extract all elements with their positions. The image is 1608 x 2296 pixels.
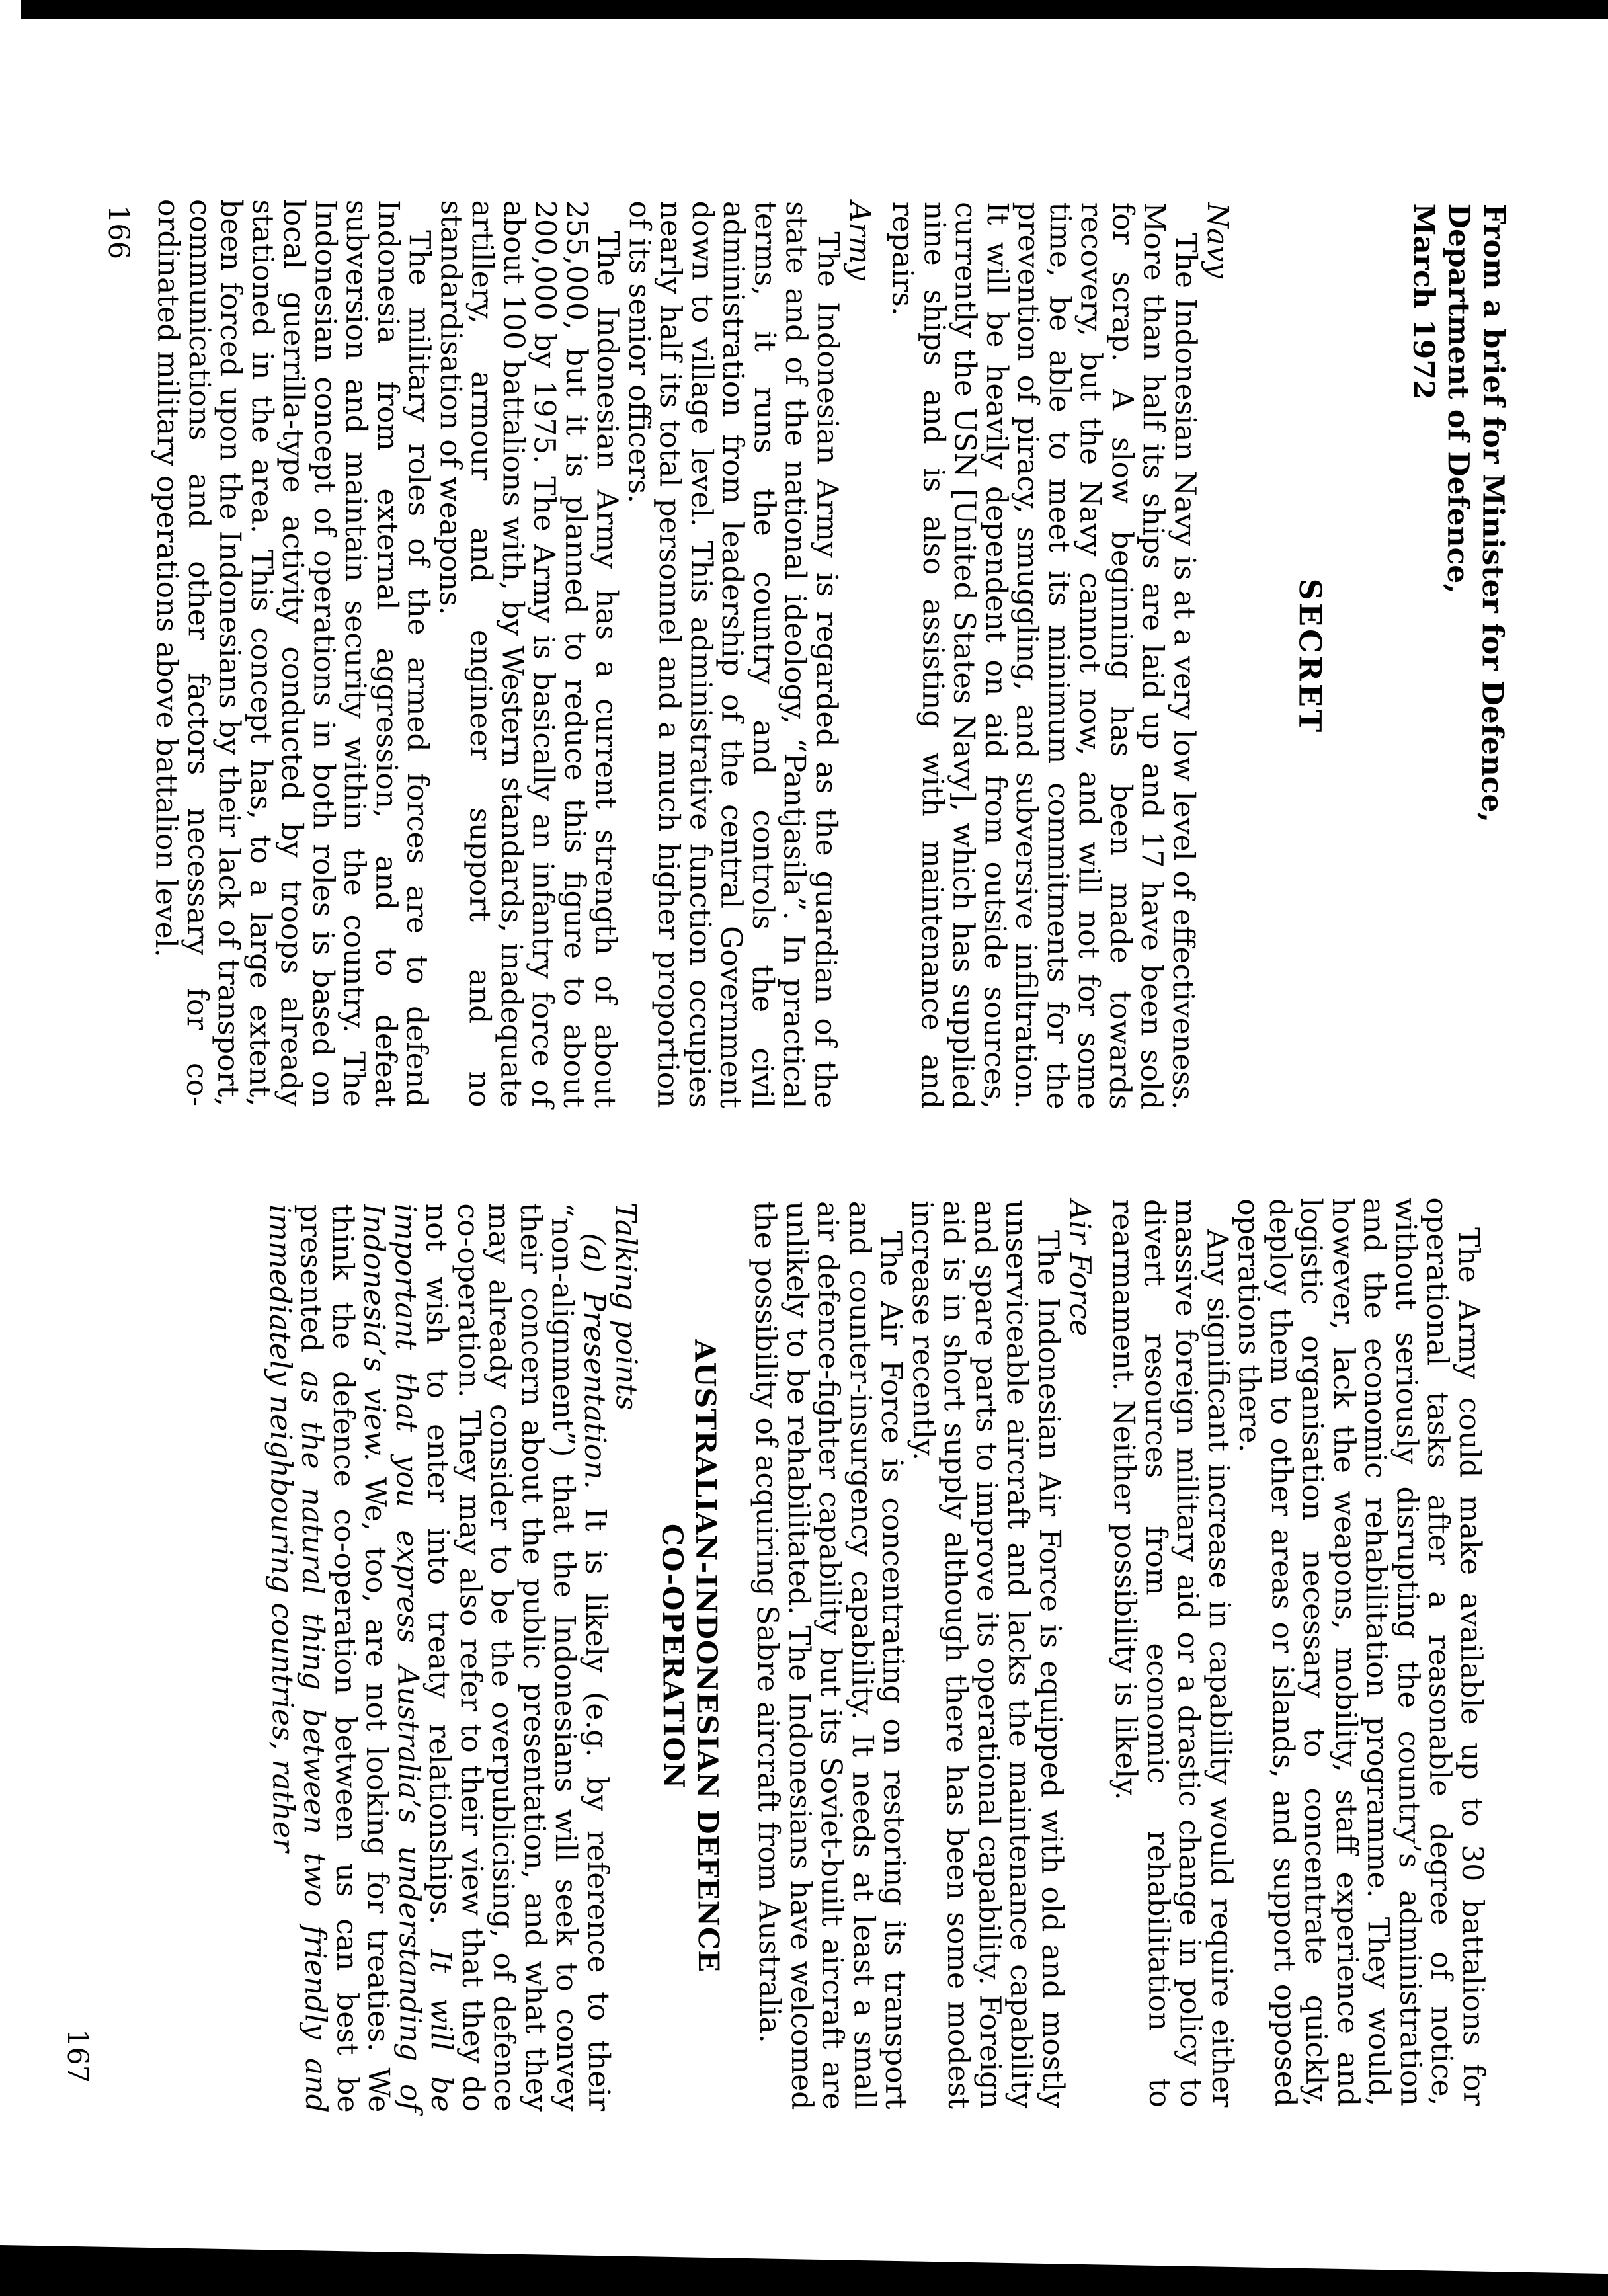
air-force-paragraph-2: The Air Force is concentrating on restoring its transport and counter-insurgency capability. It needs at least a small air defence-fighter capability but its Soviet-built aircraft are unlikely to be rehabilitated. The Indonesians have welcomed the possibility of acquiring Sabre aircraft from Australia. bbox=[748, 1200, 913, 2110]
page-number-167: 167 bbox=[61, 2029, 94, 2084]
classification-heading: SECRET bbox=[1292, 578, 1329, 735]
army-section-heading: Army bbox=[842, 201, 877, 281]
army-paragraph-5: Any significant increase in capability would require either massive foreign military aid or a drastic change in policy to divert resources from economic rehabilitation to rearmament. Neither possibility is likely. bbox=[1106, 1198, 1240, 2108]
scan-edge-artifact-left bbox=[21, 0, 1608, 19]
cooperation-heading bbox=[653, 1202, 725, 2111]
talking-points-heading: Talking points bbox=[608, 1202, 643, 1411]
page-166-text-block bbox=[149, 199, 1511, 1111]
navy-paragraph: The Indonesian Navy is at a very low level of effectiveness. More than half its ships are laid up and 17 have been sold for scrap. A slow beginning has been made towards recovery, but the Navy cannot now, and will not for some time, be able to meet its minimum commitments for the prevention of piracy, smuggling, and subversive infiltration. It will be heavily dependent on aid from outside sources, currently the USN [United States Navy], which has supplied nine ships and is also assisting with maintenance and repairs. bbox=[885, 201, 1203, 1110]
source-note bbox=[1403, 203, 1511, 1111]
cooperation-heading-line-2: CO-OPERATION bbox=[655, 1523, 690, 1789]
source-note-line-3: March 1972 bbox=[1406, 203, 1441, 400]
talking-point-a-body-1: It is likely (e.g. by reference to their “non-alignment”) that the Indonesians will seek to convey their concern about the public presentation, and what they may already consider to be the overpublicising, of defence co-operation. They may also refer to their view that they do not wish to enter into treaty relationships. bbox=[419, 1202, 616, 2112]
talking-point-a-italic-2: as the natural thing between two friendly and immediately neighbouring countries, rather bbox=[262, 1204, 333, 2113]
page-number-166: 166 bbox=[102, 205, 135, 260]
page-167 bbox=[0, 1148, 1608, 2296]
cooperation-heading-line-1: AUSTRALIAN-INDONESIAN DEFENCE bbox=[688, 1339, 725, 1973]
talking-point-a-body-2: We, too, are not looking for treaties. We think the defence co-operation between us can best be presented bbox=[294, 1204, 396, 2113]
source-note-line-1: From a brief for Minister for Defence, bbox=[1474, 203, 1511, 823]
talking-point-a-term: (a) Presentation. bbox=[577, 1233, 612, 1489]
army-paragraph-4: The Army could make available up to 30 battalions for operational tasks after a reasonable degree of notice, without seriously disrupting the country’s administration and the economic rehabilitation programme. They would, however, lack the weapons, mobility, staff experience and logistic organisation necessary to concentrate quickly, deploy them to other areas or islands, and support opposed operations there. bbox=[1231, 1197, 1491, 2108]
page-167-text-block bbox=[264, 1197, 1490, 2113]
navy-section-heading: Navy bbox=[1200, 202, 1235, 278]
army-paragraph-3: The military roles of the armed forces are to defend Indonesia from external aggression, and to defeat subversion and maintain security within the country. The Indonesian concept of operations in both roles is based on local guerrilla-type activity conducted by troops already stationed in the area. This concept has, to a large extent, been forced upon the Indonesians by their lack of transport, communications and other factors necessary for co-ordinated military operations above battalion level. bbox=[149, 198, 437, 1108]
army-paragraph-1: The Indonesian Army is regarded as the guardian of the state and of the national ideology, “Pantjasila”. In practical terms, it runs the country and controls the civil administration from leadership of the central Government down to village level. This administrative function occupies nearly half its total personnel and a much higher proportion of its senior officers. bbox=[622, 200, 845, 1109]
talking-point-a-italic-1: It will be important that you express Australia’s understanding of Indonesia’s view. bbox=[356, 1203, 459, 2113]
source-note-line-2: Department of Defence, bbox=[1440, 203, 1476, 594]
air-force-section-heading: Air Force bbox=[1063, 1199, 1098, 1337]
talking-point-a bbox=[264, 1202, 615, 2113]
army-paragraph-2: The Indonesian Army has a current strength of about 255,000, but it is planned to reduce this figure to about 200,000 by 1975. The Army is basically an infantry force of about 100 battalions with, by Western standards, inadequate artillery, armour and engineer support and no standardisation of weapons. bbox=[432, 200, 625, 1108]
air-force-paragraph-1: The Indonesian Air Force is equipped with old and mostly unserviceable aircraft and lacks the maintenance capability and spare parts to improve its operational capability. Foreign aid is in short supply although there has been some modest increase recently. bbox=[905, 1200, 1070, 2110]
